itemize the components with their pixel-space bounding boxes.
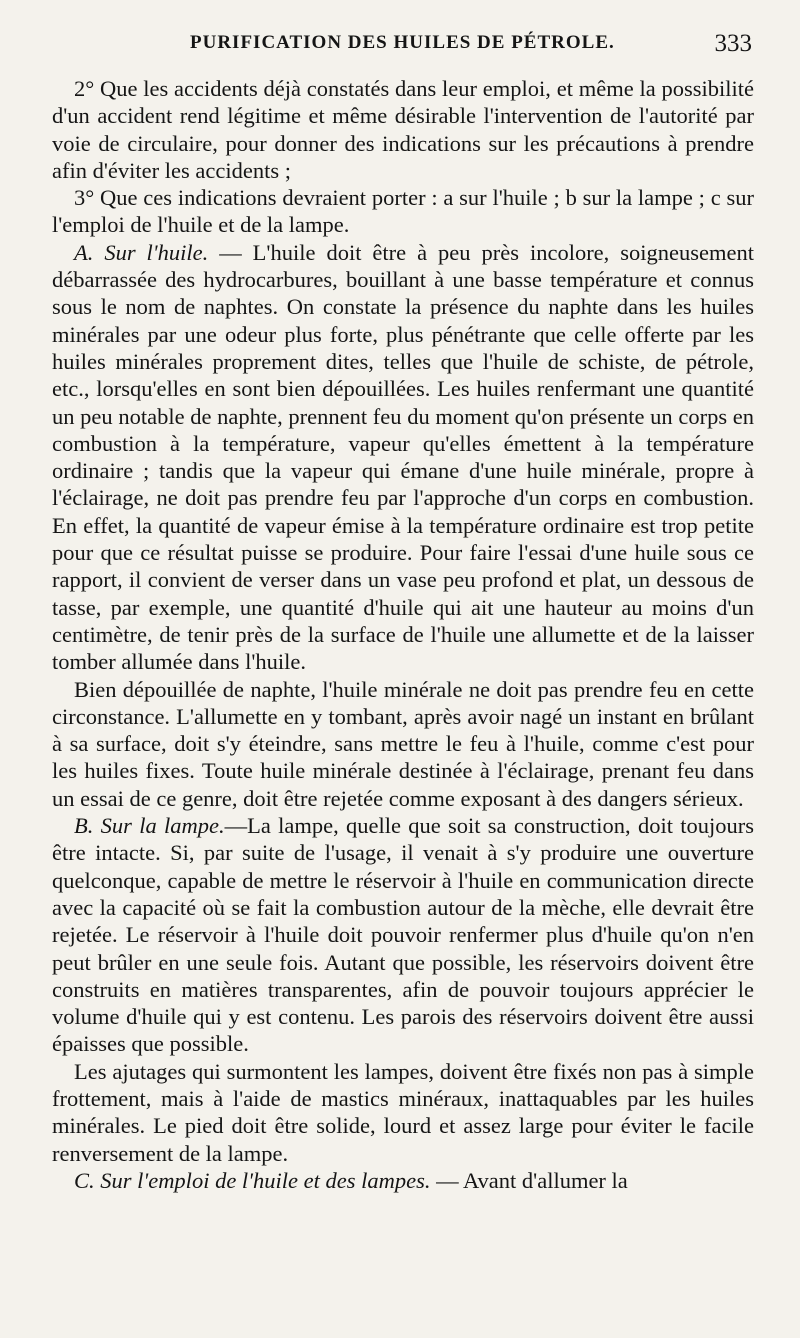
section-b-text: —La lampe, quelle que soit sa construction, doit toujours être intacte. Si, par suite de l'usage, il venait à s'y produire une ouverture quelconque, capable de mettre le réservoir à l'huile en communication directe avec la capacité où se fait la combustion autour de la mèche, elle devrait être rejetée. Le réservoir à l'huile doit pouvoir renfermer plus d'huile qu'on n'en peut brûler en une seule fois. Autant que possible, les réservoirs doivent être construits en matières transparentes, afin de pouvoir toujours apprécier le volume d'huile qui y est contenu. Les parois des réservoirs doivent être aussi épaisses que possible.: [52, 813, 754, 1057]
section-c-heading: C. Sur l'emploi de l'huile et des lampes.: [74, 1167, 431, 1193]
body-text: [52, 75, 754, 1194]
section-a-heading: A. Sur l'huile.: [74, 239, 209, 265]
section-c-text: — Avant d'allumer la: [430, 1167, 628, 1193]
page-number: 333: [714, 30, 752, 57]
page-header: [52, 32, 752, 72]
paragraph-sur-lampe: [52, 812, 754, 1058]
paragraph-3: 3° Que ces indications devraient porter : a sur l'huile ; b sur la lampe ; c sur l'emploi de l'huile et de la lampe.: [52, 185, 754, 238]
paragraph-ajutages: Les ajutages qui surmontent les lampes, doivent être fixés non pas à simple frottement, mais à l'aide de mastics minéraux, inattaquables par les huiles minérales. Le pied doit être solide, lourd et assez large pour éviter le facile renversement de la lampe.: [52, 1058, 754, 1166]
paragraph-naphte: Bien dépouillée de naphte, l'huile minérale ne doit pas prendre feu en cette circonstance. L'allumette en y tombant, après avoir nagé un instant en brûlant à sa surface, doit s'y éteindre, sans mettre le feu à l'huile, comme c'est pour les huiles fixes. Toute huile minérale destinée à l'éclairage, prenant feu dans un essai de ce genre, doit être rejetée comme exposant à des dangers sérieux.: [52, 676, 754, 811]
paragraph-sur-huile: [52, 239, 754, 676]
paragraph-sur-emploi: [52, 1167, 754, 1194]
running-title: PURIFICATION DES HUILES DE PÉTROLE.: [190, 32, 615, 53]
paragraph-2: 2° Que les accidents déjà constatés dans leur emploi, et même la possibilité d'un accident rend légitime et même désirable l'intervention de l'autorité par voie de circulaire, pour donner des indications sur les précautions à prendre afin d'éviter les accidents ;: [52, 76, 754, 183]
section-b-heading: B. Sur la lampe.: [74, 813, 225, 839]
section-a-text: — L'huile doit être à peu près incolore, soigneusement débarrassée des hydrocarbures, bouillant à une basse température et connus sous le nom de naphtes. On constate la présence du naphte dans les huiles minérales par une odeur plus forte, plus pénétrante que celle offerte par les huiles minérales proprement dites, telles que l'huile de schiste, de pétrole, etc., lorsqu'elles en sont bien dépouillées. Les huiles renfermant une quantité un peu notable de naphte, prennent feu du moment qu'on présente un corps en combustion à la température, vapeur qu'elles émettent à la température ordinaire ; tandis que la vapeur qui émane d'une huile minérale, propre à l'éclairage, ne doit pas prendre feu par l'approche d'un corps en combustion. En effet, la quantité de vapeur émise à la température ordinaire est trop petite pour que ce résultat puisse se produire. Pour faire l'essai d'une huile sous ce rapport, il convient de verser dans un vase peu profond et plat, un dessous de tasse, par exemple, une quantité d'huile qui ait une hauteur au moins d'un centimètre, de tenir près de la surface de l'huile une allumette et de la laisser tomber allumée dans l'huile.: [52, 239, 754, 675]
